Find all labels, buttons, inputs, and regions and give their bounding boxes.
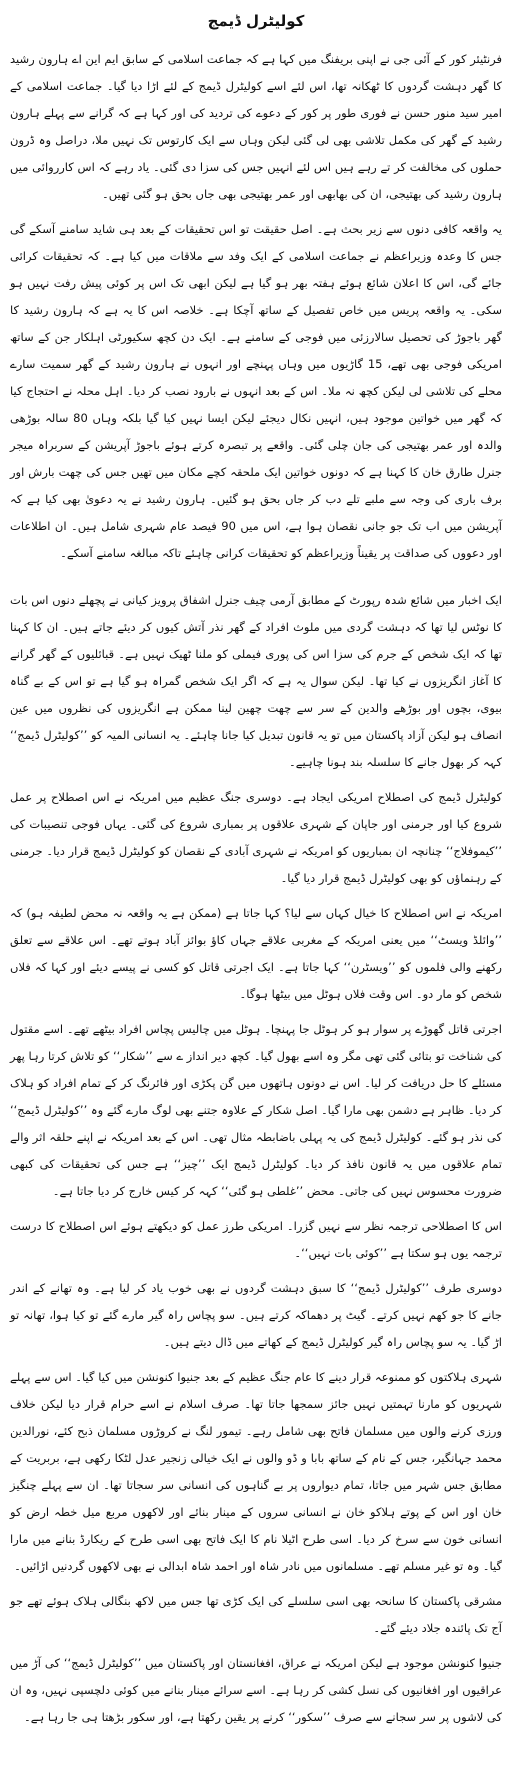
paragraph-gap xyxy=(10,1008,502,1016)
column-title: کولیٹرل ڈیمج xyxy=(207,12,305,30)
paragraph-gap xyxy=(10,1267,502,1275)
paragraph-5: امریکہ نے اس اصطلاح کا خیال کہاں سے لیا؟ کہا جاتا ہے (ممکن ہے یہ واقعہ نہ محض لطیفہ ہو) کہ ’’وائلڈ ویسٹ‘‘ میں یعنی امریکہ کے مغربی علاقے جہاں کاؤ بوائز آباد ہوتے تھے۔ اس علاقے سے تعلق رکھنے والی فلموں کو ’’ویسٹرن‘‘ کہا جاتا ہے۔ ایک اجرتی قاتل کو کسی نے پیسے دیئے اور کہا کہ فلاں شخص کو مار دو۔ اس وقت فلاں ہوٹل میں بیٹھا ہوگا۔ xyxy=(10,906,502,1001)
paragraph-4: کولیٹرل ڈیمج کی اصطلاح امریکی ایجاد ہے۔ دوسری جنگ عظیم میں امریکہ نے اس اصطلاح پر عمل شروع کیا اور جرمنی اور جاپان کے شہری علاقوں پر بمباری شروع کی گئی۔ یہاں فوجی تنصیبات کی ’’کیموفلاج‘‘ چنانچہ ان بمباریوں کو امریکہ نے شہری آبادی کے نقصان کو کولیٹرل ڈیمج قرار دیا۔ جرمنی کے رہنماؤں کو بھی کولیٹرل ڈیمج قرار دیا گیا۔ xyxy=(10,790,502,885)
paragraph-gap xyxy=(10,776,502,784)
paragraph-10: مشرقی پاکستان کا سانحہ بھی اسی سلسلے کی ایک کڑی تھا جس میں لاکھ بنگالی ہلاک ہوئے تھے جو آج تک پائندہ جلاد دیئے گئے۔ xyxy=(10,1594,502,1635)
paragraph-1: فرنٹیئر کور کے آئی جی نے اپنی بریفنگ میں کہا ہے کہ جماعت اسلامی کے سابق ایم این اے ہارون رشید کا گھر دہشت گردوں کا ٹھکانہ تھا، اس لئے اسے کولیٹرل ڈیمج کے لئے اڑا دیا گیا۔ جماعت اسلامی کے امیر سید منور حسن نے فوری طور پر کور کے دعوے کی تردید کی اور کہا ہے کہ گرانے سے پہلے ہارون رشید کے گھر کی مکمل تلاشی بھی لی گئی لیکن وہاں سے ایک کارتوس تک نہیں ملا، دراصل وہ ڈرون حملوں کی مخالفت کر تے رہے ہیں اس لئے انہیں جس کی سزا دی گئی۔ یاد رہے کہ اس کارروائی میں ہارون رشید کی بھتیجی، ان کی بھابھی اور عمر بھتیجی بھی جاں بحق ہو گئی تھیں۔ xyxy=(10,52,502,201)
paragraph-7: اس کا اصطلاحی ترجمہ نظر سے نہیں گزرا۔ امریکی طرز عمل کو دیکھتے ہوئے اس اصطلاح کا درست ترجمہ یوں ہو سکتا ہے ’’کوئی بات نہیں‘‘۔ xyxy=(10,1219,502,1260)
paragraph-6: اجرتی قاتل گھوڑے پر سوار ہو کر ہوٹل جا پہنچا۔ ہوٹل میں چالیس پچاس افراد بیٹھے تھے۔ اسے مقتول کی شناخت تو بتائی گئی تھی مگر وہ اسے بھول گیا۔ کچھ دیر انداز ے سے ’’شکار‘‘ کو تلاش کرتا رہا پھر مسئلے کا حل دریافت کر لیا۔ اس نے دونوں ہاتھوں میں گن پکڑی اور فائرنگ کر کے تمام افراد کو ہلاک کر دیا۔ ظاہر ہے دشمن بھی مارا گیا۔ اصل شکار کے علاوہ جتنے بھی لوگ مارے گئے وہ ’’کولیٹرل ڈیمج‘‘ کی نذر ہو گئے۔ کولیٹرل ڈیمج کی یہ پہلی باضابطہ مثال تھی۔ اس کے بعد امریکہ نے اپنے حلقہ اثر والے تمام علاقوں میں یہ قانون نافذ کر دیا۔ کولیٹرل ڈیمج ایک ’’چیز‘‘ ہے جس کی تحقیقات کی کبھی ضرورت محسوس نہیں کی جاتی۔ محض ’’غلطی ہو گئی‘‘ کہہ کر کیس خارج کر دیا جاتا ہے۔ xyxy=(10,1022,502,1198)
paragraph-11: جنیوا کنونشن موجود ہے لیکن امریکہ نے عراق، افغانستان اور پاکستان میں ’’کولیٹرل ڈیمج‘‘ کی آڑ میں عراقیوں اور افغانیوں کی نسل کشی کر رہا ہے۔ اسے سرائے مینار بنانے میں کوئی دلچسپی نہیں، وہ ان کی لاشوں پر سر سجانے سے صرف ’’سکور‘‘ کرنے پر یقین رکھتا ہے، اور سکور بڑھتا ہی جا رہا ہے۔ xyxy=(10,1656,502,1724)
paragraph-gap xyxy=(10,1580,502,1588)
paragraph-3: ایک اخبار میں شائع شدہ رپورٹ کے مطابق آرمی چیف جنرل اشفاق پرویز کیانی نے پچھلے دنوں اس بات کا نوٹس لیا تھا کہ دہشت گردی میں ملوث افراد کے گھر نذر آتش کیوں کر دیئے جاتے ہیں۔ ان کا کہنا تھا کہ ایک شخص کے جرم کی سزا اس کی پوری فیملی کو ملنا ٹھیک نہیں ہے۔ قبائلیوں کے گھر گرانے کا آغاز انگریزوں نے کیا تھا۔ لیکن سوال یہ ہے کہ اگر ایک شخص گمراہ ہو گیا ہے تو اس کے بے گناہ بیوی، بچوں اور بوڑھے والدین کے سر سے چھت چھین لینا ممکن ہے انگریزوں کی نظروں میں عین انصاف ہو لیکن آزاد پاکستان میں تو یہ قانون تبدیل کیا جانا چاہئے۔ یہ انسانی المیہ کو ’’کولیٹرل ڈیمج‘‘ کہہ کر بھول جانے کا سلسلہ بند ہونا چاہیے۔ xyxy=(10,593,502,769)
paragraph-9: شہری ہلاکتوں کو ممنوعہ قرار دینے کا عام جنگ عظیم کے بعد جنیوا کنونشن میں کیا گیا۔ اس سے پہلے شہریوں کو مارنا تہمتیں نہیں جائز سمجھا جاتا تھا۔ صرف اسلام نے اسے حرام قرار دیا لیکن خلاف ورزی کرنے والوں میں مسلمان فاتح بھی شامل رہے۔ تیمور لنگ نے کروڑوں مسلمان ذبح کئے، نورالدین محمد جہانگیر، جس کے نام کے ساتھ بابا و ڈو والوں نے ایک خیالی زنجیر عدل لٹکا رکھی ہے، بربریت کے مطابق جس شہر میں جاتا، تمام دیواروں پر بے گناہوں کی انسانی سر سجاتا تھا۔ ان سے پہلے چنگیز خان اور اس کے پوتے ہلاکو خان نے انسانی سروں کے مینار بنائے اور لاکھوں مربع میل خطہ ارض کو انسانی خون سے سرخ کر دیا۔ اسی طرح اٹیلا نام کا ایک فاتح بھی اسی طرح کے ریکارڈ بنانے میں مارا گیا۔ وہ تو غیر مسلم تھے۔ مسلمانوں میں نادر شاہ اور احمد شاہ ابدالی نے بھی لاکھوں گردنیں اڑائیں۔ xyxy=(10,1370,502,1573)
paragraph-gap xyxy=(10,1205,502,1213)
paragraph-gap xyxy=(10,892,502,900)
paragraph-2: یہ واقعہ کافی دنوں سے زیر بحث ہے۔ اصل حقیقت تو اس تحقیقات کے بعد ہی شاید سامنے آسکے گی جس کا وعدہ وزیراعظم نے جماعت اسلامی کے ایک وفد سے ملاقات میں کیا ہے۔ کہ تحقیقات کرائی جائے گی، اس کا اعلان شائع ہوئے ہفتہ بھر ہو گیا ہے لیکن ابھی تک اس پر کوئی پیش رفت نہیں ہو سکی۔ یہ واقعہ پریس میں خاص تفصیل کے ساتھ آچکا ہے۔ خلاصہ اس کا یہ ہے کہ ہارون رشید کا گھر باجوڑ کی تحصیل سالارزئی میں فوجی کے سامنے ہے۔ ایک دن کچھ سکیورٹی اہلکار جن کے ساتھ امریکی فوجی بھی تھے، 15 گاڑیوں میں وہاں پہنچے اور انہوں نے ہارون رشید کے گھر سمیت سارے محلے کی تلاشی لی لیکن کچھ نہ ملا۔ اس کے بعد انہوں نے بارود نصب کر دیا۔ اہل محلہ نے احتجاج کیا کہ گھر میں خواتین موجود ہیں، انہیں نکال دیجئے لیکن ایسا نہیں کیا گیا بلکہ وہاں 80 سالہ بوڑھی والدہ اور عمر بھتیجی کی جان چلی گئی۔ واقعے پر تبصرہ کرتے ہوئے باجوڑ آپریشن کے سربراہ میجر جنرل طارق خان کا کہنا ہے کہ دونوں خواتین ایک ملحقہ کچے مکان میں تھیں جس کی چھت بارش اور برف باری کی وجہ سے ملبے تلے دب کر جاں بحق ہو گئیں۔ ہارون رشید نے یہ دعویٰ بھی کیا ہے کہ آپریشن میں اب تک جو جانی نقصان ہوا ہے، اس میں 90 فیصد عام شہری شامل ہیں۔ ان اطلاعات اور دعووں کی صداقت پر یقیناً وزیراعظم کو تحقیقات کرانی چاہئے تاکہ مبالغہ سامنے آسکے۔ xyxy=(10,222,502,560)
paragraph-gap xyxy=(10,208,502,216)
paragraph-8: دوسری طرف ’’کولیٹرل ڈیمج‘‘ کا سبق دہشت گردوں نے بھی خوب یاد کر لیا ہے۔ وہ تھانے کے اندر جانے کا جو کھم نہیں کرتے۔ گیٹ پر دھماکہ کرتے ہیں۔ سو پچاس راہ گیر مارے گئے تو کیا ہوا، تھانہ تو اڑ گیا۔ یہ سو پچاس راہ گیر کولیٹرل ڈیمج کے کھاتے میں ڈال دیتے ہیں۔ xyxy=(10,1281,502,1349)
paragraph-gap xyxy=(10,567,502,587)
paragraph-gap xyxy=(10,1642,502,1650)
paragraph-gap xyxy=(10,1356,502,1364)
